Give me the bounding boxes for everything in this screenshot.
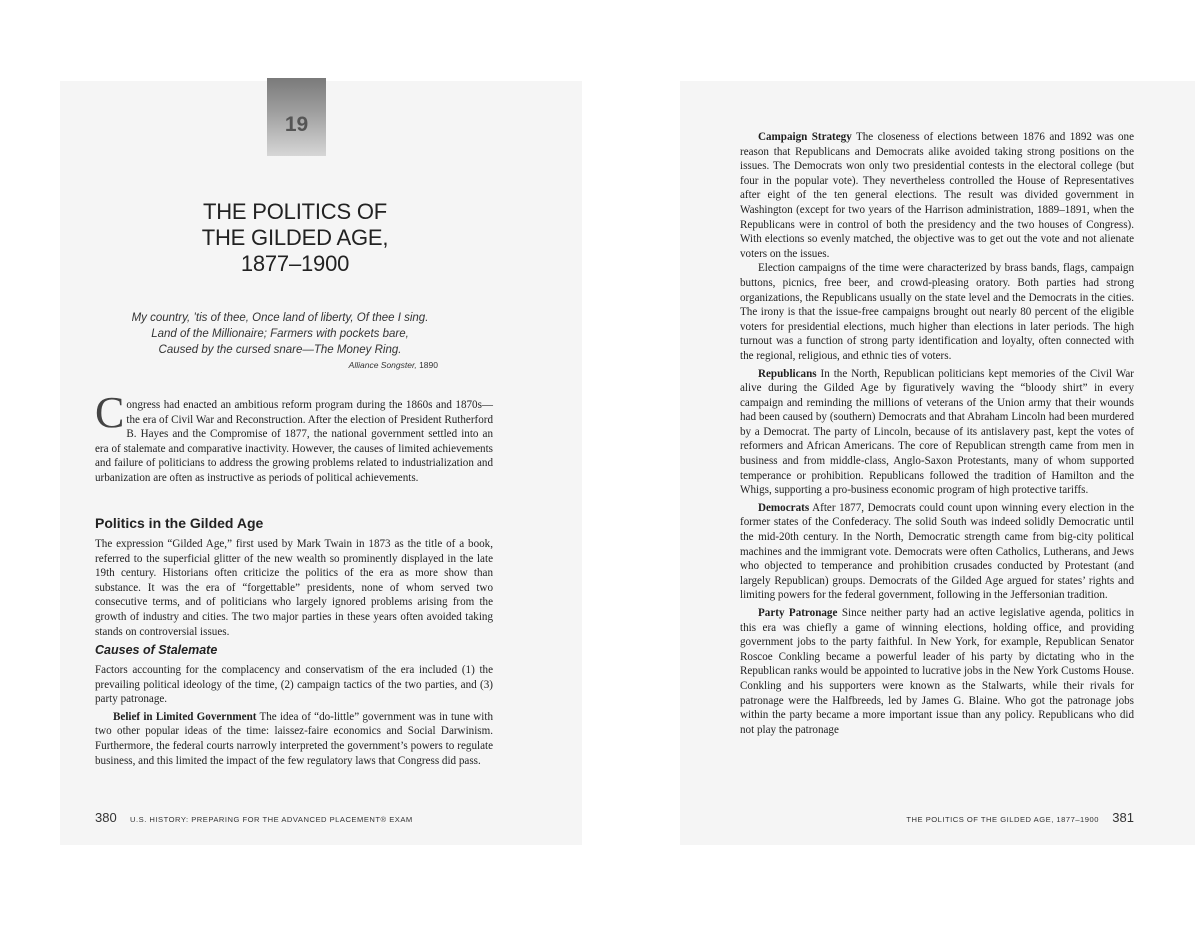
campaign-paragraph (740, 130, 1134, 261)
election-paragraph: Election campaigns of the time were characterized by brass bands, flags, campaign buttons, picnics, free beer, and crowd-pleasing oratory. Both parties had strong organizations, the Republicans usually on the state level and the Democrats in the cities. The irony is that the issue-free campaigns brought out nearly 80 percent of the eligible voters for presidential elections, much higher than elections in later periods. The high turnout was a function of strong party identification and loyalty, often connected with the regional, religious, and ethnic ties of voters. (740, 262, 1134, 362)
right-page-number: 381 (1112, 810, 1134, 825)
left-page-number: 380 (95, 810, 117, 825)
right-running-head: THE POLITICS OF THE GILDED AGE, 1877–1900 (906, 815, 1099, 824)
republicans-runin-head: Republicans (758, 367, 817, 380)
intro-text: ongress had enacted an ambitious reform program during the 1860s and 1870s—the era of Civil War and Reconstruction. After the election of President Rutherford B. Hayes and the Compromise of 1877, the national government settled into an era of stalemate and comparative inactivity. However, the causes of limited achievements and failure of politicians to address the growing problems related to industrialization and urbanization are often as instructive as periods of political achievements. (95, 399, 493, 484)
campaign-runin-head: Campaign Strategy (758, 131, 852, 143)
patronage-text: Since neither party had an active legislative agenda, politics in this era was chiefly a game of winning elections, holding office, and providing government jobs to the party faithful. In New York, for example, Republican Senator Roscoe Conkling became a powerful leader of his party by dictating who in the Republican ranks would be appointed to lucrative jobs in the New York Customs House. Conkling and his supporters were known as the Stalwarts, while their rivals for patronage were the Halfbreeds, led by James G. Blaine. Who got the patronage jobs within the party became a more important issue than any policy. Republicans who did not play the patronage (740, 607, 1134, 736)
stalemate-section (95, 663, 493, 768)
epigraph-line-2: Land of the Millionaire; Farmers with pockets bare, (151, 328, 409, 340)
epigraph-line-3: Caused by the cursed snare—The Money Ring. (158, 344, 402, 356)
intro-paragraph (95, 388, 493, 486)
chapter-title (130, 199, 460, 277)
republicans-text: In the North, Republican politicians kept memories of the Civil War alive during the Gilded Age by figuratively waving the “bloody shirt” in every campaign and reminding the millions of veterans of the Union army that their wounds had been caused by (southern) Democrats and that Abraham Lincoln had been murdered by a Democrat. The party of Lincoln, because of its antislavery past, kept the votes of reformers and African Americans. The core of Republican strength came from men in business and from middle-class, Anglo-Saxon Protestants, many of whom supported temperance or prohibition. Republicans followed the tradition of Hamilton and the Whigs, supporting a pro-business economic program of high protective tariffs. (740, 367, 1134, 497)
epigraph-year: 1890 (419, 360, 438, 370)
belief-runin-head: Belief in Limited Government (113, 710, 257, 723)
chapter-number: 19 (284, 113, 309, 136)
belief-paragraph (95, 710, 493, 768)
democrats-runin-head: Democrats (758, 501, 810, 514)
left-footer (95, 809, 413, 827)
drop-cap: C (95, 388, 125, 437)
right-footer (906, 809, 1134, 827)
right-page-text (740, 130, 1134, 737)
republicans-paragraph (740, 367, 1134, 498)
chapter-title-line-2: THE GILDED AGE, (201, 225, 389, 250)
belief-text: The idea of “do-little” government was in tune with two other popular ideas of the time: laissez-faire economics and Social Darwinism. Furthermore, the federal courts narrowly interpreted the government’s powers to regulate business, and this limited the impact of the few regulatory laws that Congress did pass. (95, 710, 493, 767)
chapter-title-line-1: THE POLITICS OF (202, 199, 388, 224)
chapter-title-line-3: 1877–1900 (240, 251, 350, 276)
stalemate-text: Factors accounting for the complacency and conservatism of the era included (1) the prevailing political ideology of the time, (2) campaign tactics of the two parties, and (3) party patronage. (95, 664, 493, 706)
epigraph (120, 310, 440, 358)
patronage-runin-head: Party Patronage (758, 607, 838, 619)
gilded-age-text: The expression “Gilded Age,” first used by Mark Twain in 1873 as the title of a book, referred to the superficial glitter of the new wealth so prominently displayed in the late 19th century. Historians often criticize the politics of the era as more show than substance. It was the era of “forgettable” presidents, none of whom served two consecutive terms, and of politicians who largely ignored problems arising from the growth of industry and cities. The two major parties in these years often avoided taking stands on controversial issues. (95, 538, 493, 638)
gilded-age-paragraph (95, 537, 493, 639)
epigraph-source: Alliance Songster, (348, 360, 417, 370)
epigraph-line-1: My country, ’tis of thee, Once land of liberty, Of thee I sing. (131, 312, 429, 324)
left-running-head: U.S. HISTORY: PREPARING FOR THE ADVANCED PLACEMENT® EXAM (130, 815, 413, 824)
section-heading: Politics in the Gilded Age (95, 515, 264, 531)
patronage-paragraph (740, 606, 1134, 737)
epigraph-attribution (280, 360, 438, 370)
democrats-text: After 1877, Democrats could count upon winning every election in the former states of the Confederacy. The solid South was indeed solidly Democratic until the mid-20th century. In the North, Democratic strength came from big-city political machines and the immigrant vote. Democrats were often Catholics, Lutherans, and Jews who objected to temperance and prohibition crusades conducted by Protestant (and largely Republican) groups. Democrats of the Gilded Age argued for states’ rights and limiting powers for the federal government, following in the Jeffersonian tradition. (740, 501, 1134, 602)
democrats-paragraph (740, 501, 1134, 603)
campaign-text: The closeness of elections between 1876 and 1892 was one reason that Republicans and Democrats alike avoided taking strong positions on the issues. The Democrats won only two presidential contests in the electoral college (but four in the popular vote). They nevertheless controlled the House of Representatives after eight of the ten general elections. The result was divided government in Washington (except for two years of the Harrison administration, 1889–1891, when the Republicans were in control of both the presidency and the two houses of Congress). With elections so evenly matched, the objective was to get out the vote and not alienate voters on the issues. (740, 131, 1134, 260)
subheading: Causes of Stalemate (95, 643, 218, 657)
